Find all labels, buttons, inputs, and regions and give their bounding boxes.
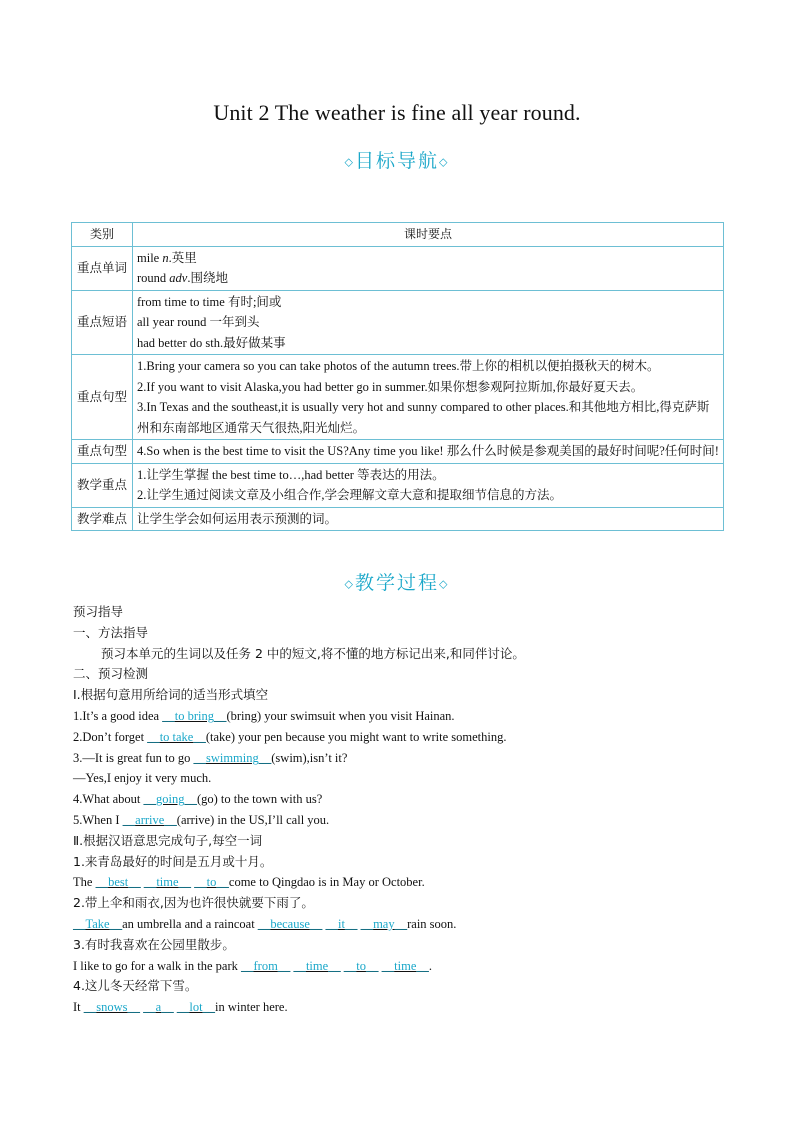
diamond-icon: ◇ bbox=[439, 577, 450, 591]
row-content bbox=[133, 463, 724, 507]
exercise-item: 3.—It is great fun to go __swimming__(swim),isn’t it? bbox=[73, 750, 348, 765]
header-points: 课时要点 bbox=[133, 223, 724, 247]
table-row bbox=[72, 290, 724, 355]
section-heading-process bbox=[0, 568, 794, 595]
exercise-item: 1.It’s a good idea __to bring__(bring) your swimsuit when you visit Hainan. bbox=[73, 708, 455, 723]
exercise-chinese: 2.带上伞和雨衣,因为也许很快就要下雨了。 bbox=[73, 895, 314, 911]
header-category: 类别 bbox=[72, 223, 133, 247]
diamond-icon: ◇ bbox=[344, 155, 355, 169]
exercise1-title: Ⅰ.根据句意用所给词的适当形式填空 bbox=[73, 687, 269, 703]
row-line: 4.So when is the best time to visit the US?Any time you like! 那么什么时候是参观美国的最好时间呢?任何时间! bbox=[137, 444, 719, 458]
section-heading-text: 目标导航 bbox=[354, 150, 439, 172]
answer-blank: __to__ bbox=[343, 958, 379, 973]
page-title: Unit 2 The weather is fine all year round. bbox=[213, 100, 581, 125]
row-category: 教学重点 bbox=[72, 463, 133, 507]
table-row bbox=[72, 246, 724, 290]
exercise-item: —Yes,I enjoy it very much. bbox=[73, 771, 212, 786]
row-line: mile n.英里 bbox=[137, 250, 197, 265]
part2-heading: 二、预习检测 bbox=[73, 666, 149, 682]
section-heading-goals bbox=[0, 146, 794, 173]
exercise2-title: Ⅱ.根据汉语意思完成句子,每空一词 bbox=[73, 832, 263, 848]
answer-blank: __from__ bbox=[241, 958, 291, 973]
answer-blank: __a__ bbox=[143, 1000, 174, 1015]
row-content bbox=[133, 355, 724, 440]
row-content bbox=[133, 246, 724, 290]
row-line: 让学生学会如何运用表示预测的词。 bbox=[137, 511, 338, 526]
section-heading-text: 教学过程 bbox=[354, 572, 439, 594]
lesson-body bbox=[73, 602, 733, 1018]
table-header-row bbox=[72, 223, 724, 247]
row-category: 重点句型 bbox=[72, 440, 133, 464]
exercise-chinese: 4.这儿冬天经常下雪。 bbox=[73, 978, 198, 994]
row-line: round adv.围绕地 bbox=[137, 271, 228, 285]
row-line: all year round 一年到头 bbox=[137, 315, 260, 329]
answer-blank: __time__ bbox=[293, 958, 341, 973]
row-category: 重点句型 bbox=[72, 355, 133, 440]
answer-blank: __to take__ bbox=[147, 729, 206, 744]
answer-blank: __to bring__ bbox=[162, 708, 227, 723]
row-line: 3.In Texas and the southeast,it is usually very hot and sunny compared to other places.和其他地方相比,得克萨斯州和东南部地区通常天气很热,阳光灿烂。 bbox=[137, 400, 710, 435]
table-row bbox=[72, 355, 724, 440]
exercise-chinese: 3.有时我喜欢在公园里散步。 bbox=[73, 936, 235, 952]
row-category: 重点短语 bbox=[72, 290, 133, 355]
answer-blank: __arrive__ bbox=[122, 812, 177, 827]
table-row bbox=[72, 463, 724, 507]
answer-blank: __because__ bbox=[257, 916, 323, 931]
row-line: had better do sth.最好做某事 bbox=[137, 335, 286, 350]
diamond-icon: ◇ bbox=[439, 155, 450, 169]
row-line: 2.If you want to visit Alaska,you had better go in summer.如果你想参观阿拉斯加,你最好夏天去。 bbox=[137, 379, 644, 394]
row-content bbox=[133, 290, 724, 355]
table-row bbox=[72, 507, 724, 531]
answer-blank: __best__ bbox=[95, 875, 141, 890]
exercise-item: The __best__ __time__ __to__come to Qingdao is in May or October. bbox=[73, 875, 425, 890]
answer-blank: __going__ bbox=[143, 792, 197, 807]
exercise-item: 2.Don’t forget __to take__(take) your pen because you might want to write something. bbox=[73, 729, 507, 744]
answer-blank: __lot__ bbox=[176, 1000, 216, 1015]
answer-blank: __time__ bbox=[143, 875, 192, 890]
exercise-item: It __snows__ __a__ __lot__in winter here. bbox=[73, 1000, 288, 1015]
answer-blank: __Take__ bbox=[73, 916, 123, 931]
diamond-icon: ◇ bbox=[344, 577, 355, 591]
exercise-item: __Take__an umbrella and a raincoat __because__ __it__ __may__rain soon. bbox=[73, 916, 457, 931]
row-content bbox=[133, 440, 724, 464]
answer-blank: __swimming__ bbox=[193, 750, 272, 765]
answer-blank: __to__ bbox=[194, 875, 229, 890]
answer-blank: __time__ bbox=[381, 958, 429, 973]
exercise-item: I like to go for a walk in the park __from__ __time__ __to__ __time__. bbox=[73, 958, 432, 973]
goals-table bbox=[71, 222, 724, 531]
row-content bbox=[133, 507, 724, 531]
preview-heading: 预习指导 bbox=[73, 604, 124, 619]
exercise-item: 4.What about __going__(go) to the town with us? bbox=[73, 792, 323, 807]
table-row bbox=[72, 440, 724, 464]
row-line: from time to time 有时;间或 bbox=[137, 294, 282, 309]
exercise-item: 5.When I __arrive__(arrive) in the US,I’ll call you. bbox=[73, 812, 330, 827]
row-category: 教学难点 bbox=[72, 507, 133, 531]
part1-text: 预习本单元的生词以及任务 2 中的短文,将不懂的地方标记出来,和同伴讨论。 bbox=[101, 645, 525, 661]
row-category: 重点单词 bbox=[72, 246, 133, 290]
answer-blank: __it__ bbox=[325, 916, 358, 931]
answer-blank: __may__ bbox=[360, 916, 408, 931]
row-line: 1.Bring your camera so you can take photos of the autumn trees.带上你的相机以便拍摄秋天的树木。 bbox=[137, 359, 660, 373]
row-line: 2.让学生通过阅读文章及小组合作,学会理解文章大意和提取细节信息的方法。 bbox=[137, 488, 563, 502]
row-line: 1.让学生掌握 the best time to…,had better 等表达的用法。 bbox=[137, 467, 445, 482]
answer-blank: __snows__ bbox=[83, 1000, 141, 1015]
part1-heading: 一、方法指导 bbox=[73, 624, 149, 640]
exercise-chinese: 1.来青岛最好的时间是五月或十月。 bbox=[73, 853, 273, 869]
